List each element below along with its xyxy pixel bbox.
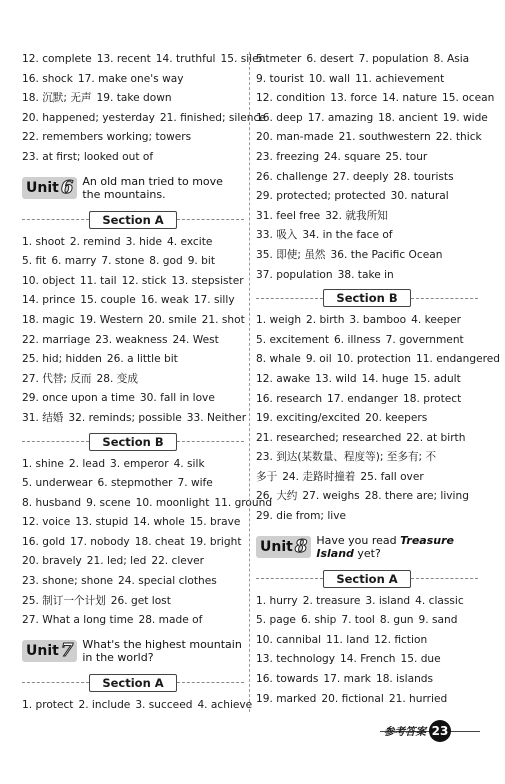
answer-item: 27. deeply	[332, 170, 389, 183]
answer-line	[256, 207, 478, 227]
answer-item: 23. freezing	[256, 150, 320, 163]
answer-line	[256, 468, 478, 488]
answer-line	[256, 350, 500, 370]
answer-item: 16. shock	[22, 72, 73, 85]
answer-item: 11. endangered	[416, 353, 500, 366]
section-rule	[411, 298, 478, 299]
answer-line	[22, 331, 244, 351]
answer-item: 16. towards	[256, 673, 319, 686]
answer-item: 2. treasure	[302, 594, 361, 607]
answer-item: 26. 大约	[256, 490, 298, 503]
unit-badge	[22, 640, 77, 662]
section-header	[22, 209, 244, 231]
section-rule	[22, 441, 89, 442]
answer-item: 15. brave	[189, 516, 241, 529]
answer-item: 7. tool	[341, 614, 375, 627]
unit-title	[82, 175, 244, 201]
answer-item: 24. square	[324, 150, 381, 163]
answer-item: 15. adult	[413, 372, 461, 385]
answer-item: 33. Neither	[186, 411, 247, 424]
unit-number: 7	[60, 640, 74, 662]
section-label: Section A	[89, 211, 176, 229]
answer-item: 21. researched; researched	[256, 431, 402, 444]
answer-item: 26. challenge	[256, 170, 328, 183]
answer-item: 28. 变成	[96, 372, 138, 385]
answer-item: 2. birth	[306, 314, 345, 327]
answer-line	[22, 409, 247, 429]
page-footer	[384, 720, 451, 742]
answer-item: 12. voice	[22, 516, 71, 529]
answer-line	[256, 128, 482, 148]
answer-item: 10. wall	[308, 72, 351, 85]
answer-item: 5. fit	[22, 255, 47, 268]
answer-item: 6. illness	[334, 333, 381, 346]
answer-item: 9. bit	[187, 255, 215, 268]
answer-item: 11. land	[326, 633, 370, 646]
answer-item: 14. nature	[382, 92, 438, 105]
answer-item: 3. island	[365, 594, 411, 607]
answer-line	[256, 370, 478, 390]
answer-item: 15. ocean	[442, 92, 495, 105]
answer-item: 20. keepers	[365, 412, 428, 425]
answer-item: 9. oil	[305, 353, 332, 366]
answer-item: 22. clever	[151, 555, 204, 568]
answer-item: 17. make one's way	[77, 72, 184, 85]
answer-line	[256, 592, 478, 612]
unit-number: 6	[60, 177, 74, 199]
answer-item: 22. marriage	[22, 333, 91, 346]
answer-item: 20. man-made	[256, 131, 334, 144]
answer-line	[22, 252, 244, 272]
answer-item: 23. weakness	[95, 333, 168, 346]
answer-item: 5. page	[256, 614, 296, 627]
answer-item: 11. tail	[79, 274, 117, 287]
answer-line	[22, 272, 244, 292]
answer-line	[256, 487, 478, 507]
answer-line	[22, 533, 244, 553]
answer-item: 11. ground	[214, 496, 273, 509]
page-number: 23	[429, 720, 451, 742]
answer-item: 26. get lost	[110, 594, 171, 607]
answer-item: 21. shot	[201, 313, 245, 326]
answer-item: 17. amazing	[307, 111, 374, 124]
answer-item: 13. technology	[256, 653, 336, 666]
answer-item: 10. object	[22, 274, 75, 287]
answer-item: 24. special clothes	[118, 575, 217, 588]
unit-header	[22, 169, 244, 207]
answer-item: 30. fall in love	[139, 392, 215, 405]
answer-line	[256, 89, 495, 109]
answer-line	[256, 50, 478, 70]
answer-item: 7. population	[358, 53, 429, 65]
answer-line	[256, 429, 478, 449]
unit-title-text: What's the highest mountain in the world?	[82, 637, 242, 664]
answer-item: 15. due	[400, 653, 441, 666]
answer-line	[256, 611, 478, 631]
answer-item: 23. at first; looked out of	[22, 150, 154, 163]
unit-title-tail: yet?	[353, 546, 381, 560]
answer-item: 16. deep	[256, 111, 303, 124]
answer-item: 14. French	[340, 653, 396, 666]
answer-item: 13. stepsister	[171, 274, 244, 287]
section-label: Section A	[323, 570, 410, 588]
answer-line	[22, 311, 244, 331]
answer-item: 8. whale	[256, 353, 301, 366]
answer-item: 18. magic	[22, 313, 75, 326]
answer-line	[256, 266, 478, 286]
unit-number: 8	[294, 536, 308, 558]
answer-item: 29. die from; live	[256, 510, 347, 523]
answer-line	[22, 370, 244, 390]
answer-line	[22, 89, 244, 109]
answer-item: 2. lead	[68, 457, 106, 470]
answer-line	[22, 128, 244, 148]
answer-item: 20. smile	[148, 313, 197, 326]
answer-item: 9. tourist	[256, 72, 304, 85]
answer-item: 13. stupid	[75, 516, 129, 529]
answer-item: 23. 到达(某数量、程度等); 至多有; 不	[256, 451, 437, 464]
answer-line	[22, 389, 244, 409]
unit-title	[82, 638, 244, 664]
answer-item: 11. achievement	[355, 72, 445, 85]
answer-item: 10. cannibal	[256, 633, 322, 646]
answer-item: 4. excite	[167, 235, 213, 248]
answer-item: 21. led; led	[86, 555, 147, 568]
answer-line	[256, 390, 478, 410]
answer-item: 18. protect	[403, 392, 462, 405]
section-header	[22, 672, 244, 694]
section-rule	[22, 682, 89, 683]
answer-item: 19. marked	[256, 692, 317, 705]
answer-item: 36. the Pacific Ocean	[330, 248, 443, 261]
answer-item: 29. once upon a time	[22, 392, 135, 405]
section-header	[22, 431, 244, 453]
section-rule	[256, 578, 323, 579]
answer-line	[22, 696, 253, 716]
section-label: Section B	[89, 433, 176, 451]
answer-item: 6. marry	[51, 255, 97, 268]
answer-item: 13. force	[330, 92, 378, 105]
answer-item: 6. stepmother	[97, 477, 173, 490]
answer-item: 10. protection	[336, 353, 411, 366]
answer-item: 28. made of	[138, 614, 203, 627]
answer-line	[256, 631, 478, 651]
answer-item: 4. keeper	[411, 314, 461, 327]
answer-item: 27. 代替; 反而	[22, 372, 92, 385]
answer-item: 18. islands	[375, 673, 434, 686]
unit-header	[256, 528, 478, 566]
answer-item: 3. emperor	[110, 457, 169, 470]
unit-title-text: An old man tried to move the mountains.	[82, 174, 223, 201]
answer-item: 25. fall over	[360, 470, 424, 483]
answer-item: 6. desert	[306, 53, 354, 65]
answer-item: 3. bamboo	[349, 314, 407, 327]
answer-item: 20. happened; yesterday	[22, 111, 155, 124]
answer-item: 37. population	[256, 268, 333, 281]
section-label: Section A	[89, 674, 176, 692]
answer-item: 8. gun	[379, 614, 414, 627]
answer-item: 5. underwear	[22, 477, 93, 490]
answer-item: 13. recent	[96, 53, 151, 65]
answer-item: 14. prince	[22, 294, 76, 307]
answer-line	[22, 109, 266, 129]
answer-line	[256, 448, 478, 468]
unit-badge	[22, 177, 77, 199]
section-label: Section B	[323, 289, 410, 307]
answer-line	[256, 690, 478, 710]
answer-item: 12. fiction	[374, 633, 428, 646]
answer-line	[256, 507, 478, 527]
unit-badge	[256, 536, 311, 558]
answer-item: 19. take down	[96, 92, 172, 105]
answer-item: 1. shoot	[22, 235, 65, 248]
answer-line	[22, 291, 244, 311]
unit-title	[316, 534, 478, 560]
section-rule	[22, 219, 89, 220]
answer-item: 35. 即使; 虽然	[256, 248, 326, 261]
answer-line	[22, 474, 244, 494]
section-header	[256, 568, 478, 590]
section-rule	[411, 578, 478, 579]
answer-item: 26. a little bit	[106, 353, 178, 366]
answer-item: 27. What a long time	[22, 614, 134, 627]
answer-item: 24. 走路时撞着	[282, 470, 356, 483]
answer-item: 1. weigh	[256, 314, 302, 327]
answer-line	[256, 226, 478, 246]
answer-item: 17. nobody	[70, 535, 130, 548]
answer-line	[256, 148, 478, 168]
answer-item: 28. there are; living	[364, 490, 469, 503]
section-rule	[177, 219, 244, 220]
answer-item: 3. hide	[125, 235, 163, 248]
section-rule	[256, 298, 323, 299]
answer-item: 21. southwestern	[338, 131, 431, 144]
answer-line	[256, 670, 478, 690]
answer-item: 1. hurry	[256, 594, 298, 607]
answer-line	[256, 409, 478, 429]
answer-item: 7. stone	[101, 255, 145, 268]
answer-line	[256, 168, 478, 188]
section-header	[256, 287, 478, 309]
answer-line	[22, 513, 244, 533]
answer-item: 10. moonlight	[135, 496, 210, 509]
answer-item: 38. take in	[337, 268, 394, 281]
answer-item: 14. whole	[133, 516, 185, 529]
answer-item: 1. shine	[22, 457, 64, 470]
answer-item: 18. cheat	[134, 535, 185, 548]
answer-item: 21. finished; silence	[159, 111, 266, 124]
answer-item: 14. huge	[361, 372, 409, 385]
answer-item: 16. research	[256, 392, 323, 405]
answer-item: 12. condition	[256, 92, 326, 105]
answer-item: 19. exciting/excited	[256, 412, 361, 425]
answer-item: 17. silly	[193, 294, 235, 307]
answer-item: 13. wild	[315, 372, 357, 385]
answer-item: 29. protected; protected	[256, 190, 386, 203]
answer-item: 5. meter	[256, 53, 302, 65]
answer-item: 3. succeed	[135, 698, 193, 711]
answer-item: 32. reminds; possible	[68, 411, 182, 424]
answer-item: 25. hid; hidden	[22, 353, 102, 366]
answer-item: 21. hurried	[388, 692, 448, 705]
answer-item: 25. tour	[385, 150, 428, 163]
answer-item: 31. feel free	[256, 209, 321, 222]
answer-item: 19. wide	[442, 111, 488, 124]
answer-line	[22, 70, 244, 90]
column-divider	[249, 52, 250, 712]
answer-item: 33. 吸入	[256, 229, 298, 242]
right-column	[256, 50, 500, 709]
answer-line	[256, 70, 478, 90]
answer-item: 34. in the face of	[302, 229, 393, 242]
answer-line	[256, 650, 478, 670]
answer-item: 4. silk	[173, 457, 205, 470]
answer-line	[22, 50, 270, 70]
answer-item: 31. 结婚	[22, 411, 64, 424]
answer-line	[22, 148, 244, 168]
answer-item: 1. protect	[22, 698, 74, 711]
answer-item: 多于	[256, 470, 278, 483]
answer-line	[256, 187, 478, 207]
answer-item: 19. Western	[79, 313, 144, 326]
section-rule	[177, 682, 244, 683]
section-rule	[177, 441, 244, 442]
answer-item: 12. stick	[121, 274, 167, 287]
answer-item: 7. government	[385, 333, 464, 346]
answer-item: 18. 沉默; 无声	[22, 92, 92, 105]
answer-item: 8. god	[149, 255, 183, 268]
answer-item: 4. classic	[415, 594, 464, 607]
unit-header	[22, 632, 244, 670]
answer-item: 18. ancient	[378, 111, 438, 124]
answer-item: 2. include	[78, 698, 131, 711]
answer-item: 32. 就我所知	[325, 209, 388, 222]
unit-title-book: Treasure Island	[316, 533, 454, 560]
answer-item: 16. gold	[22, 535, 66, 548]
answer-line	[22, 611, 244, 631]
unit-label: Unit	[26, 642, 59, 659]
answer-item: 27. weighs	[302, 490, 360, 503]
answer-item: 15. silent	[220, 53, 270, 65]
answer-item: 9. scene	[86, 496, 131, 509]
answer-item: 17. mark	[323, 673, 371, 686]
answer-item: 19. bright	[189, 535, 242, 548]
answer-line	[22, 455, 244, 475]
answer-line	[256, 331, 478, 351]
answer-item: 15. couple	[80, 294, 136, 307]
answer-item: 12. complete	[22, 53, 92, 65]
answer-item: 20. fictional	[321, 692, 384, 705]
answer-item: 8. Asia	[433, 53, 470, 65]
unit-title-text: Have you read	[316, 533, 401, 547]
footer-label: 参考答案	[384, 725, 426, 738]
answer-item: 25. 制订一个计划	[22, 594, 106, 607]
answer-item: 22. remembers working; towers	[22, 131, 192, 144]
answer-line	[256, 109, 488, 129]
answer-item: 23. shone; shone	[22, 575, 114, 588]
answer-item: 9. sand	[418, 614, 458, 627]
answer-item: 5. excitement	[256, 333, 330, 346]
answer-item: 14. truthful	[155, 53, 216, 65]
answer-item: 8. husband	[22, 496, 82, 509]
answer-item: 22. thick	[435, 131, 482, 144]
answer-item: 22. at birth	[406, 431, 466, 444]
answer-line	[22, 350, 244, 370]
answer-item: 6. ship	[300, 614, 337, 627]
answer-line	[22, 552, 244, 572]
answer-item: 16. weak	[140, 294, 189, 307]
answer-item: 24. West	[172, 333, 219, 346]
answer-item: 7. wife	[177, 477, 213, 490]
answer-item: 20. bravely	[22, 555, 82, 568]
answer-line	[22, 233, 244, 253]
answer-line	[22, 572, 244, 592]
answer-item: 4. achieve	[197, 698, 253, 711]
unit-label: Unit	[260, 538, 293, 555]
answer-line	[256, 311, 478, 331]
answer-item: 17. endanger	[327, 392, 399, 405]
answer-item: 12. awake	[256, 372, 311, 385]
answer-line	[256, 246, 478, 266]
answer-line	[22, 592, 244, 612]
unit-label: Unit	[26, 179, 59, 196]
answer-item: 28. tourists	[393, 170, 454, 183]
answer-item: 30. natural	[390, 190, 449, 203]
answer-line	[22, 494, 273, 514]
answer-item: 2. remind	[69, 235, 121, 248]
